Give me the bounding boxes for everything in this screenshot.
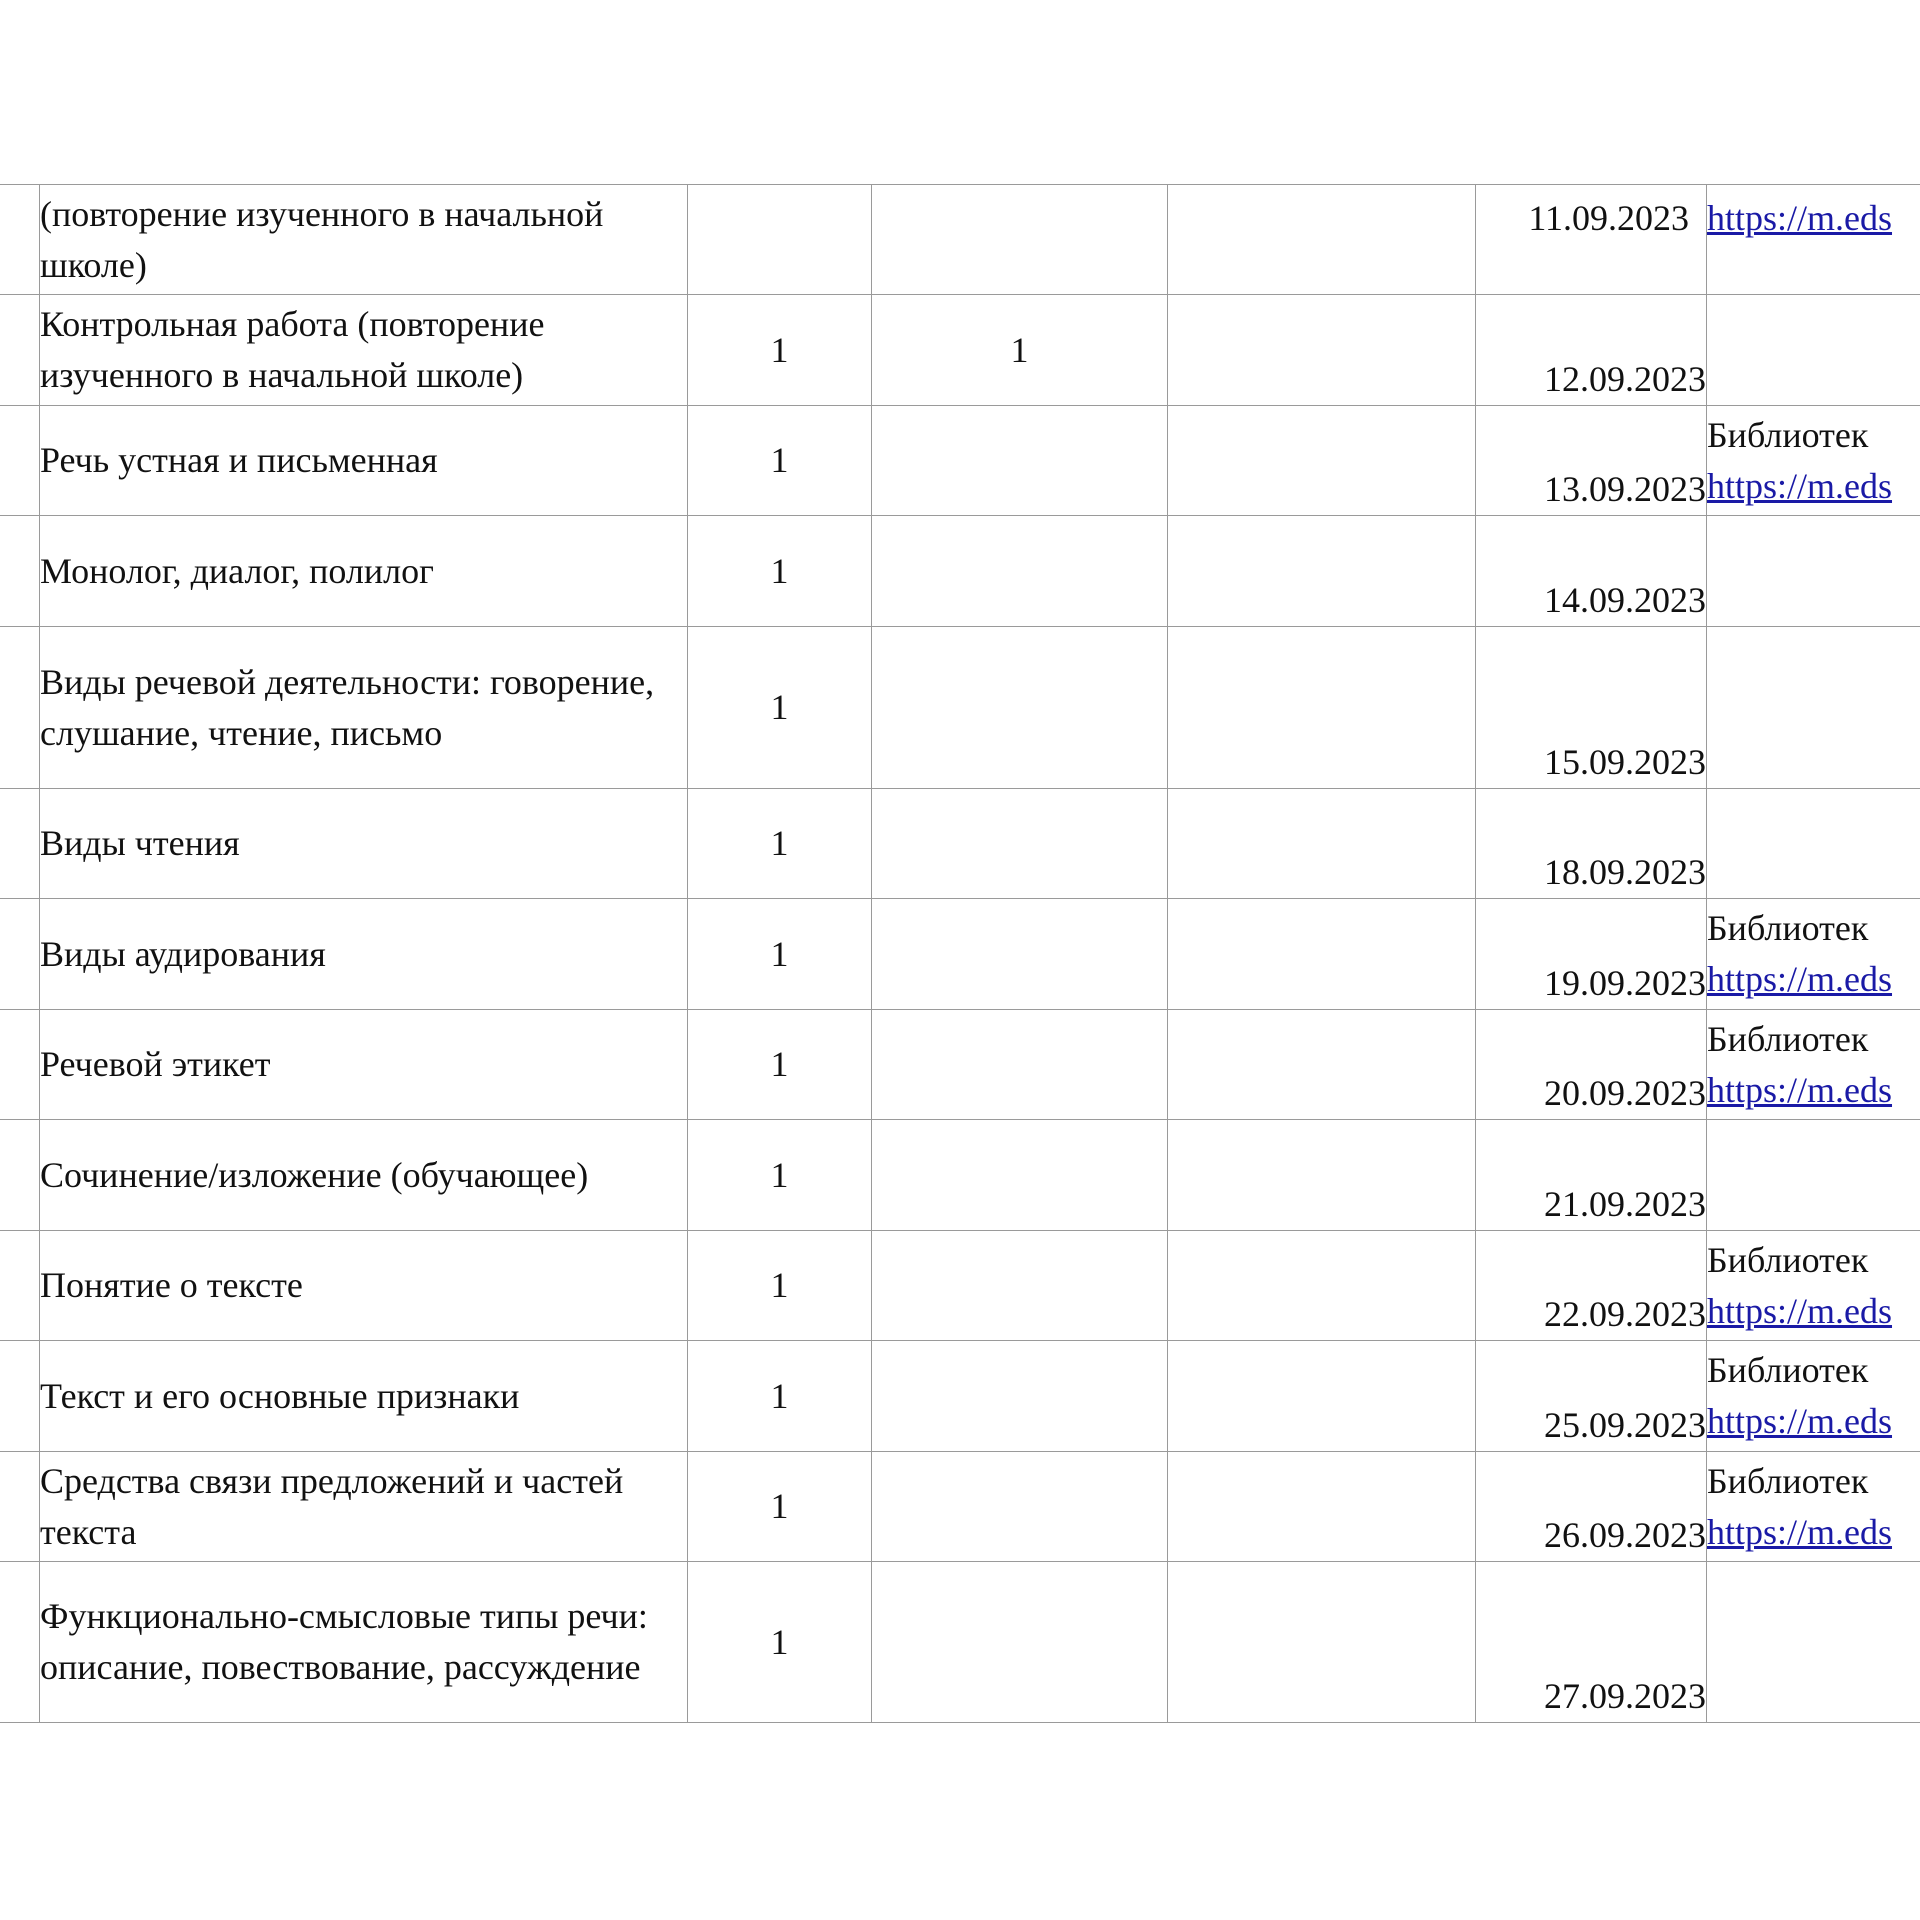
topic-cell: Текст и его основные признаки (40, 1341, 688, 1452)
practical-works-cell (1168, 295, 1476, 406)
row-number-cell (0, 1120, 40, 1231)
topic-cell: Контрольная работа (повторение изученного в начальной школе) (40, 295, 688, 406)
topic-cell: Сочинение/изложение (обучающее) (40, 1120, 688, 1231)
practical-works-cell (1168, 406, 1476, 516)
resource-link[interactable]: https://m.eds (1707, 959, 1893, 999)
practical-works-cell (1168, 1562, 1476, 1723)
resource-label: Библиотек (1707, 1350, 1869, 1390)
row-number-cell (0, 627, 40, 789)
table-row (0, 185, 1920, 295)
topic-cell: Монолог, диалог, полилог (40, 516, 688, 627)
control-works-cell (872, 1341, 1168, 1452)
total-hours-cell: 1 (688, 1010, 872, 1120)
control-works-cell (872, 1231, 1168, 1341)
topic-cell: (повторение изученного в начальной школе) (40, 185, 688, 295)
resource-link[interactable]: https://m.eds (1707, 1401, 1893, 1441)
resource-cell (1707, 406, 1920, 516)
date-cell: 19.09.2023 (1476, 899, 1707, 1010)
total-hours-cell: 1 (688, 1120, 872, 1231)
date-cell: 14.09.2023 (1476, 516, 1707, 627)
practical-works-cell (1168, 1120, 1476, 1231)
topic-cell: Виды аудирования (40, 899, 688, 1010)
row-number-cell (0, 1010, 40, 1120)
resource-link[interactable]: https://m.eds (1707, 1511, 1893, 1552)
total-hours-cell: 1 (688, 627, 872, 789)
resource-cell (1707, 516, 1920, 627)
table-row (0, 1562, 1920, 1723)
total-hours-cell: 1 (688, 1231, 872, 1341)
resource-cell (1707, 1231, 1920, 1341)
resource-link[interactable]: https://m.eds (1707, 1290, 1893, 1331)
resource-cell (1707, 1120, 1920, 1231)
table-row (0, 1120, 1920, 1231)
row-number-cell (0, 899, 40, 1010)
control-works-cell (872, 1452, 1168, 1562)
topic-cell: Средства связи предложений и частей текста (40, 1452, 688, 1562)
total-hours-cell: 1 (688, 516, 872, 627)
total-hours-cell: 1 (688, 1452, 872, 1562)
row-number-cell (0, 1452, 40, 1562)
resource-cell (1707, 899, 1920, 1010)
total-hours-cell: 1 (688, 789, 872, 899)
date-cell: 18.09.2023 (1476, 789, 1707, 899)
row-number-cell (0, 1562, 40, 1723)
control-works-cell (872, 1562, 1168, 1723)
table-row (0, 1341, 1920, 1452)
date-cell: 25.09.2023 (1476, 1341, 1707, 1452)
resource-link[interactable]: https://m.eds (1707, 1069, 1893, 1110)
resource-label: Библиотек (1707, 1018, 1869, 1059)
topic-cell: Виды чтения (40, 789, 688, 899)
row-number-cell (0, 789, 40, 899)
resource-cell (1707, 1452, 1920, 1562)
row-number-cell (0, 295, 40, 406)
date-cell: 20.09.2023 (1476, 1010, 1707, 1120)
resource-link[interactable]: https://m.eds (1707, 198, 1893, 238)
table-row (0, 516, 1920, 627)
topic-cell: Виды речевой деятельности: говорение, слушание, чтение, письмо (40, 627, 688, 789)
table-row (0, 899, 1920, 1010)
topic-cell: Речь устная и письменная (40, 406, 688, 516)
total-hours-cell: 1 (688, 899, 872, 1010)
topic-cell: Понятие о тексте (40, 1231, 688, 1341)
row-number-cell (0, 185, 40, 295)
control-works-cell (872, 899, 1168, 1010)
date-cell: 13.09.2023 (1476, 406, 1707, 516)
date-cell: 12.09.2023 (1476, 295, 1707, 406)
date-cell: 26.09.2023 (1476, 1452, 1707, 1562)
table-row (0, 789, 1920, 899)
topic-cell: Речевой этикет (40, 1010, 688, 1120)
date-cell: 21.09.2023 (1476, 1120, 1707, 1231)
control-works-cell (872, 789, 1168, 899)
resource-cell (1707, 295, 1920, 406)
lesson-schedule-table (0, 184, 1920, 1723)
practical-works-cell (1168, 1010, 1476, 1120)
resource-cell (1707, 789, 1920, 899)
control-works-cell: 1 (872, 295, 1168, 406)
resource-label: Библиотек (1707, 908, 1869, 948)
control-works-cell (872, 406, 1168, 516)
total-hours-cell: 1 (688, 1562, 872, 1723)
practical-works-cell (1168, 789, 1476, 899)
resource-cell (1707, 627, 1920, 789)
resource-label: Библиотек (1707, 414, 1869, 455)
row-number-cell (0, 406, 40, 516)
total-hours-cell (688, 185, 872, 295)
control-works-cell (872, 627, 1168, 789)
resource-label: Библиотек (1707, 1239, 1869, 1280)
row-number-cell (0, 1231, 40, 1341)
table-row (0, 1231, 1920, 1341)
practical-works-cell (1168, 1231, 1476, 1341)
table-row (0, 406, 1920, 516)
table-row (0, 1452, 1920, 1562)
total-hours-cell: 1 (688, 1341, 872, 1452)
total-hours-cell: 1 (688, 406, 872, 516)
row-number-cell (0, 1341, 40, 1452)
date-cell: 27.09.2023 (1476, 1562, 1707, 1723)
practical-works-cell (1168, 899, 1476, 1010)
date-cell: 11.09.2023 (1476, 185, 1707, 295)
table-row (0, 1010, 1920, 1120)
total-hours-cell: 1 (688, 295, 872, 406)
practical-works-cell (1168, 516, 1476, 627)
topic-cell: Функционально-смысловые типы речи: описание, повествование, рассуждение (40, 1562, 688, 1723)
date-cell: 22.09.2023 (1476, 1231, 1707, 1341)
control-works-cell (872, 516, 1168, 627)
row-number-cell (0, 516, 40, 627)
resource-cell (1707, 1010, 1920, 1120)
resource-cell (1707, 185, 1920, 295)
practical-works-cell (1168, 1452, 1476, 1562)
practical-works-cell (1168, 627, 1476, 789)
practical-works-cell (1168, 1341, 1476, 1452)
table-row (0, 627, 1920, 789)
resource-label: Библиотек (1707, 1460, 1869, 1501)
control-works-cell (872, 1120, 1168, 1231)
resource-cell (1707, 1562, 1920, 1723)
practical-works-cell (1168, 185, 1476, 295)
control-works-cell (872, 185, 1168, 295)
table-row (0, 295, 1920, 406)
resource-link[interactable]: https://m.eds (1707, 465, 1893, 506)
date-cell: 15.09.2023 (1476, 627, 1707, 789)
resource-cell (1707, 1341, 1920, 1452)
control-works-cell (872, 1010, 1168, 1120)
